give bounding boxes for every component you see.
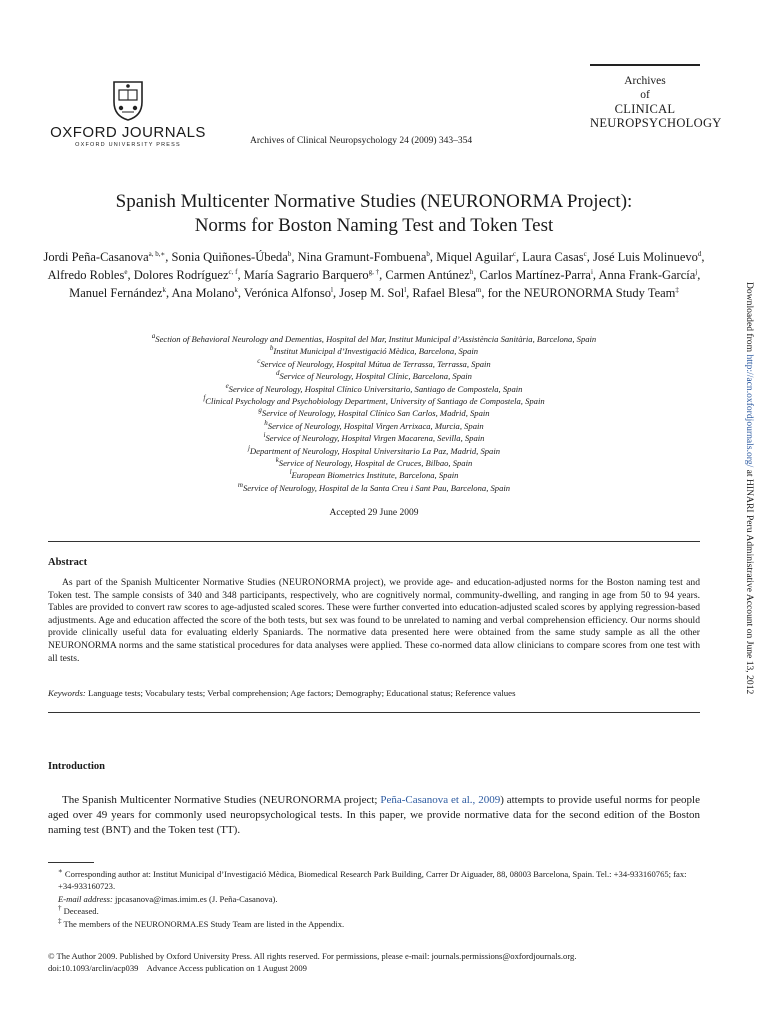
author-separator: , — [515, 250, 523, 264]
author — [298, 250, 437, 264]
affiliation-list — [40, 333, 708, 494]
affiliation-mark: c — [257, 356, 261, 365]
affiliation-text: Service of Neurology, Hospital Virgen Macarena, Sevilla, Spain — [265, 433, 485, 444]
author-affiliation-mark: e — [124, 267, 128, 276]
author-name: Miquel Aguilar — [436, 250, 513, 264]
author — [593, 250, 704, 264]
author-affiliation-mark: a, b,∗ — [148, 249, 166, 258]
article-title — [40, 190, 708, 238]
footnotes — [48, 868, 700, 930]
author-affiliation-mark: m — [475, 285, 482, 294]
author-name: Manuel Fernández — [69, 286, 163, 300]
affiliation-text: Service of Neurology, Hospital de la Santa Creu i Sant Pau, Barcelona, Spain — [242, 482, 511, 493]
affiliation-mark: i — [263, 431, 266, 440]
journal-citation: Archives of Clinical Neuropsychology 24 (2009) 343–354 — [250, 136, 473, 146]
affiliation-text: Service of Neurology, Hospital Clínico Universitario, Santiago de Compostela, Spain — [228, 383, 523, 394]
crest-icon — [108, 78, 148, 122]
author-name: Nina Gramunt-Fombuena — [297, 250, 427, 264]
affiliation-text: Clinical Psychology and Psychobiology Department, University of Santiago de Compostela, Spain — [205, 396, 545, 407]
author-name: Rafael Blesa — [412, 286, 476, 300]
footnote-team — [48, 918, 700, 930]
author — [43, 250, 171, 264]
publisher-press: OXFORD UNIVERSITY PRESS — [75, 142, 181, 148]
affiliation — [40, 370, 708, 382]
author-affiliation-mark: d — [697, 249, 702, 258]
affiliation — [40, 445, 708, 457]
affiliation-mark: j — [247, 443, 250, 452]
author-separator: , — [165, 286, 172, 300]
oxford-journals-logo — [48, 78, 208, 148]
affiliation-text: Department of Neurology, Hospital Universitario La Paz, Madrid, Spain — [249, 445, 501, 456]
affiliation-text: Section of Behavioral Neurology and Dementias, Hospital del Mar, Institut Municipal d’Assistència Sanitària, Barcelona, Spain — [155, 334, 597, 344]
author — [172, 250, 298, 264]
author-affiliation-mark: l — [331, 285, 333, 294]
affiliation-mark: l — [289, 468, 292, 477]
author-affiliation-mark: g, † — [368, 267, 380, 276]
author-affiliation-mark: c, f — [228, 267, 238, 276]
author-name: Carlos Martínez-Parra — [479, 268, 591, 282]
author-affiliation-mark: h — [469, 267, 474, 276]
author-name: Anna Frank-García — [598, 268, 696, 282]
title-line-1: Spanish Multicenter Normative Studies (NEURONORMA Project): — [115, 191, 633, 212]
abstract-heading: Abstract — [48, 557, 88, 568]
author-affiliation-mark: l — [404, 285, 407, 294]
footnote-deceased — [48, 905, 700, 917]
affiliation — [40, 407, 708, 419]
footnote-mark: † — [58, 904, 62, 913]
author — [488, 286, 679, 300]
author-affiliation-mark: k — [162, 285, 166, 294]
author-separator: , — [473, 268, 480, 282]
affiliation-mark: e — [225, 381, 229, 390]
keywords-list: Language tests; Vocabulary tests; Verbal comprehension; Age factors; Demography; Educational status; Reference values — [88, 688, 516, 698]
affiliation-text: European Biometrics Institute, Barcelona, Spain — [291, 470, 459, 481]
affiliation-mark: g — [258, 406, 262, 415]
affiliation-text: Service of Neurology, Hospital de Cruces, Bilbao, Spain — [278, 458, 473, 469]
abstract-body: As part of the Spanish Multicenter Normative Studies (NEURONORMA project), we provide age- and education-adjusted norms for the Boston naming test and Token test. The sample consists of 340 and 348 participants, respectively, who are cognitively normal, community-dwelling, and ranging in age from 50 to 94 years. Tables are provided to convert raw scores to age-adjusted scaled scores. These were further converted into education-adjusted scaled scores by applying regression-based adjustments. Age and education affected the score of the both tests, but sex was found to be unrelated to naming and verbal comprehension efficiency. Our norms should provide clinically useful data for evaluating elderly Spaniards. The normative data presented here were obtained from the same study sample as all the other NEURONORMA norms and the same statistical procedures for data analyses were applied. These co-normed data allow clinicians to compare scores from one test with all tests. — [48, 577, 700, 664]
author-separator: , — [237, 268, 244, 282]
author — [244, 286, 339, 300]
journal-logo-line: CLINICAL — [614, 102, 676, 116]
affiliation-mark: d — [276, 369, 280, 378]
affiliation-mark: f — [203, 394, 206, 403]
footnote-corresponding — [48, 868, 700, 893]
author-name: José Luis Molinuevo — [593, 250, 698, 264]
author-name: Laura Casas — [522, 250, 584, 264]
affiliation-mark: h — [264, 418, 268, 427]
author — [48, 268, 134, 282]
author-separator: , — [237, 286, 244, 300]
email-label: E-mail address: — [58, 893, 113, 904]
affiliation — [40, 395, 708, 407]
journal-logo-line: NEUROPSYCHOLOGY — [590, 116, 722, 130]
footnote-mark: ∗ — [58, 867, 63, 876]
download-link[interactable]: http://acn.oxfordjournals.org/ — [744, 354, 755, 468]
affiliation-text: Service of Neurology, Hospital Clínico San Carlos, Madrid, Spain — [261, 408, 490, 419]
doi-line: doi:10.1093/arclin/acp039 Advance Access publication on 1 August 2009 — [48, 963, 307, 974]
author-name: Verónica Alfonso — [243, 286, 332, 300]
author — [436, 250, 522, 264]
intro-text-before: The Spanish Multicenter Normative Studies (NEURONORMA project; — [62, 794, 381, 806]
affiliation-mark: m — [237, 481, 243, 490]
author — [598, 268, 700, 282]
author-name: Alfredo Robles — [47, 268, 125, 282]
author — [339, 286, 412, 300]
citation-link[interactable]: Peña-Casanova et al., 2009 — [380, 794, 501, 806]
affiliation — [40, 383, 708, 395]
author-name: for the NEURONORMA Study Team — [487, 286, 676, 300]
copyright-block — [48, 950, 708, 975]
divider — [48, 712, 700, 713]
author-name: María Sagrario Barquero — [243, 268, 369, 282]
author — [69, 286, 171, 300]
author-separator: , — [333, 286, 340, 300]
author — [385, 268, 479, 282]
author-separator: , — [429, 250, 437, 264]
affiliation-mark: k — [275, 456, 279, 465]
author-separator: , — [697, 268, 701, 282]
publisher-name: OXFORD JOURNALS — [50, 124, 206, 141]
journal-logo — [590, 64, 722, 130]
affiliation — [40, 457, 708, 469]
title-line-2: Norms for Boston Naming Test and Token Test — [194, 215, 554, 236]
author — [172, 286, 244, 300]
author-separator: , — [127, 268, 134, 282]
author — [244, 268, 386, 282]
author — [412, 286, 487, 300]
author-list — [40, 248, 708, 302]
author-affiliation-mark: b — [287, 249, 292, 258]
accepted-date: Accepted 29 June 2009 — [329, 508, 419, 518]
footnote-text: Deceased. — [63, 906, 99, 917]
author-name: Carmen Antúnez — [385, 268, 470, 282]
author-name: Dolores Rodríguez — [133, 268, 229, 282]
affiliation — [40, 333, 708, 345]
author — [134, 268, 244, 282]
introduction-body — [48, 793, 700, 838]
author-name: Ana Molano — [171, 286, 235, 300]
author-affiliation-mark: j — [695, 267, 698, 276]
author-affiliation-mark: ‡ — [675, 285, 679, 294]
author-name: Jordi Peña-Casanova — [43, 250, 149, 264]
author-separator: , — [379, 268, 386, 282]
download-prefix: Downloaded from — [744, 282, 755, 355]
author-separator: , — [406, 286, 413, 300]
affiliation-text: Service of Neurology, Hospital Virgen Arrixaca, Murcia, Spain — [267, 420, 484, 431]
introduction-heading: Introduction — [48, 761, 105, 772]
keywords — [48, 688, 700, 698]
affiliation-text: Service of Neurology, Hospital Clínic, Barcelona, Spain — [279, 371, 472, 382]
affiliation-text: Institut Municipal d’Investigació Mèdica, Barcelona, Spain — [273, 346, 479, 357]
author-name: Josep M. Sol — [339, 286, 405, 300]
download-suffix: at HINARI Peru Administrative Account on June 13, 2012 — [744, 467, 755, 695]
author-separator: , — [481, 286, 488, 300]
author-separator: , — [592, 268, 599, 282]
author-separator: , — [165, 250, 172, 264]
divider — [48, 541, 700, 542]
keywords-label: Keywords: — [48, 688, 86, 698]
author-separator: , — [586, 250, 594, 264]
author-separator: , — [701, 250, 705, 264]
footnote-mark: ‡ — [58, 916, 62, 925]
journal-logo-line: of — [640, 89, 650, 101]
author-name: Sonia Quiñones-Úbeda — [171, 250, 288, 264]
copyright-line: © The Author 2009. Published by Oxford University Press. All rights reserved. For permissions, please e-mail: journals.permissions@oxfordjournals.org. — [48, 951, 577, 961]
email-address: jpcasanova@imas.imim.es (J. Peña-Casanova). — [114, 893, 278, 904]
author — [522, 250, 593, 264]
affiliation — [40, 482, 708, 494]
affiliation-mark: b — [269, 344, 274, 353]
intro-text-after: ) attempts to provide useful norms for people aged over 49 years for commonly used neuropsychological tests. In this paper, we provide normative data for the second edition of the Boston naming test (BNT) and the Token test (TT). — [48, 794, 700, 836]
author-affiliation-mark: c — [512, 249, 516, 258]
footnote-email — [48, 893, 700, 905]
author-affiliation-mark: k — [234, 285, 238, 294]
journal-logo-line: Archives — [624, 75, 666, 87]
footnote-text: Corresponding author at: Institut Municipal d’Investigació Mèdica, Biomedical Research Park Building, Carrer Dr Aiguader, 88, 08003 Barcelona, Spain. Tel.: +34-933160765; fax: +34-933160723. — [58, 869, 687, 892]
affiliation — [40, 358, 708, 370]
affiliation — [40, 420, 708, 432]
download-stamp — [744, 282, 755, 694]
author-affiliation-mark: b — [426, 249, 430, 258]
author — [480, 268, 599, 282]
author-affiliation-mark: i — [590, 267, 593, 276]
footnote-rule — [48, 862, 94, 863]
author-affiliation-mark: c — [583, 249, 587, 258]
author-separator: , — [291, 250, 298, 264]
affiliation — [40, 432, 708, 444]
footnote-text: The members of the NEURONORMA.ES Study Team are listed in the Appendix. — [63, 918, 345, 929]
affiliation — [40, 469, 708, 481]
affiliation-mark: a — [151, 332, 156, 341]
affiliation — [40, 345, 708, 357]
affiliation-text: Service of Neurology, Hospital Mútua de Terrassa, Terrassa, Spain — [260, 358, 491, 369]
